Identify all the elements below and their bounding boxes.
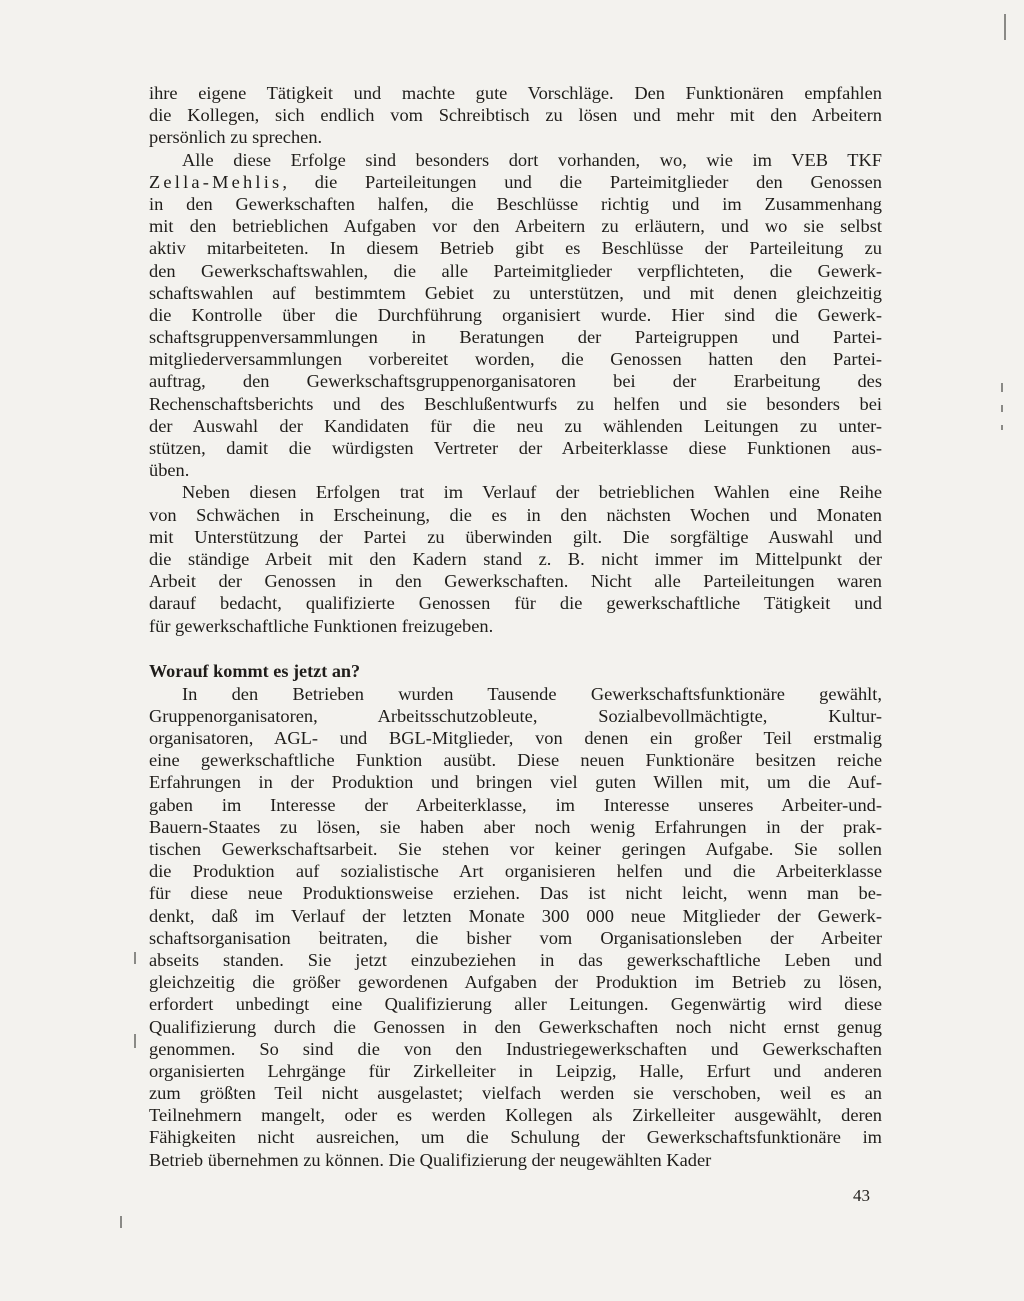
text-line: abseits standen. Sie jetzt einzubeziehen in das gewerkschaftliche Leben und	[149, 949, 882, 970]
section-paragraph	[149, 683, 882, 1171]
text-line: die ständige Arbeit mit den Kadern stand z. B. nicht immer im Mittelpunkt der	[149, 548, 882, 569]
page-body	[149, 82, 882, 1171]
text-line: erfordert unbedingt eine Qualifizierung aller Leitungen. Gegenwärtig wird diese	[149, 994, 882, 1015]
paragraph-3	[149, 481, 882, 636]
text-line: der Auswahl der Kandidaten für die neu zu wählenden Leitungen zu unter-	[149, 415, 882, 436]
text-line: schaftsgruppenversammlungen in Beratungen der Parteigruppen und Partei-	[149, 327, 882, 348]
text-line: Qualifizierung durch die Genossen in den Gewerkschaften noch nicht ernst genug	[149, 1016, 882, 1037]
text-line: üben.	[149, 460, 190, 481]
text-line: stützen, damit die würdigsten Vertreter der Arbeiterklasse diese Funktionen aus-	[149, 438, 882, 458]
text-line: zum größten Teil nicht ausgelastet; vielfach werden sie verschoben, weil es an	[149, 1083, 882, 1104]
scan-speck	[1001, 383, 1003, 392]
text-line: auftrag, den Gewerkschaftsgruppenorganisatoren bei der Erarbeitung des	[149, 371, 882, 392]
text-line: die Produktion auf sozialistische Art organisieren helfen und die Arbeiterklasse	[149, 861, 882, 882]
scan-speck	[134, 1034, 136, 1048]
text-line: gaben im Interesse der Arbeiterklasse, im Interesse unseres Arbeiter-und-	[149, 794, 882, 815]
text-line: Arbeit der Genossen in den Gewerkschaften. Nicht alle Parteileitungen waren	[149, 571, 882, 592]
text-fragment: , die Parteileitungen und die Parteimitglieder den Genossen	[282, 171, 882, 192]
text-line: schaftswahlen auf bestimmtem Gebiet zu unterstützen, und mit denen gleichzeitig	[149, 282, 882, 303]
text-line: schaftsorganisation beitraten, die bisher vom Organisationsleben der Arbeiter	[149, 927, 882, 948]
scan-speck	[1001, 405, 1003, 412]
text-line: Neben diesen Erfolgen trat im Verlauf der betrieblichen Wahlen eine Reihe	[182, 482, 882, 503]
text-line: die Kollegen, sich endlich vom Schreibtisch zu lösen und mehr mit den Arbeitern	[149, 105, 882, 126]
text-line: ihre eigene Tätigkeit und machte gute Vorschläge. Den Funktionären empfahlen	[149, 83, 882, 103]
scan-speck	[120, 1216, 122, 1228]
text-line: Alle diese Erfolge sind besonders dort vorhanden, wo, wie im VEB TKF	[182, 149, 882, 170]
text-line: mitgliederversammlungen vorbereitet worden, die Genossen hatten den Partei-	[149, 349, 882, 370]
text-line: Teilnehmern mangelt, oder es werden Kollegen als Zirkelleiter ausgewählt, deren	[149, 1105, 882, 1126]
text-line: mit Unterstützung der Partei zu überwinden gilt. Die sorgfältige Auswahl und	[149, 526, 882, 547]
text-line: Gruppenorganisatoren, Arbeitsschutzobleute, Sozialbevollmächtigte, Kultur-	[149, 705, 882, 726]
text-line: für gewerkschaftliche Funktionen freizugeben.	[149, 615, 494, 636]
text-line: darauf bedacht, qualifizierte Genossen für die gewerkschaftliche Tätigkeit und	[149, 593, 882, 614]
page-number: 43	[853, 1186, 870, 1205]
paragraph-2-continued	[149, 193, 882, 481]
text-line: Erfahrungen in der Produktion und bringen viel guten Willen mit, um die Auf-	[149, 772, 882, 793]
paragraph-1	[149, 82, 882, 149]
scan-speck	[1004, 14, 1006, 40]
text-line: organisierten Lehrgänge für Zirkelleiter in Leipzig, Halle, Erfurt und anderen	[149, 1060, 882, 1081]
text-line: Betrieb übernehmen zu können. Die Qualifizierung der neugewählten Kader	[149, 1149, 712, 1170]
text-line: für diese neue Produktionsweise erziehen. Das ist nicht leicht, wenn man be-	[149, 883, 882, 904]
text-line: gleichzeitig die größer gewordenen Aufgaben der Produktion im Betrieb zu lösen,	[149, 972, 882, 993]
text-line: denkt, daß im Verlauf der letzten Monate 300 000 neue Mitglieder der Gewerk-	[149, 905, 882, 926]
text-line: In den Betrieben wurden Tausende Gewerkschaftsfunktionäre gewählt,	[182, 683, 882, 704]
text-line: die Kontrolle über die Durchführung organisiert wurde. Hier sind die Gewerk-	[149, 304, 882, 325]
scan-speck	[134, 952, 136, 964]
text-line: eine gewerkschaftliche Funktion ausübt. Diese neuen Funktionäre besitzen reiche	[149, 750, 882, 771]
text-line: aktiv mitarbeiteten. In diesem Betrieb gibt es Beschlüsse der Parteileitung zu	[149, 238, 882, 259]
section-heading: Worauf kommt es jetzt an?	[149, 660, 361, 681]
text-line: Bauern-Staates zu lösen, sie haben aber noch wenig Erfahrungen in der prak-	[149, 816, 882, 837]
scan-speck	[1001, 425, 1003, 430]
place-name: Zella-Mehlis	[149, 171, 283, 192]
text-line: organisatoren, AGL- und BGL-Mitglieder, von denen ein großer Teil erstmalig	[149, 728, 882, 749]
text-line: von Schwächen in Erscheinung, die es in den nächsten Wochen und Monaten	[149, 504, 882, 525]
text-line	[149, 171, 882, 193]
text-line: den Gewerkschaftswahlen, die alle Parteimitglieder verpflichteten, die Gewerk-	[149, 260, 882, 281]
text-line: Fähigkeiten nicht ausreichen, um die Schulung der Gewerkschaftsfunktionäre im	[149, 1127, 882, 1148]
text-line: tischen Gewerkschaftsarbeit. Sie stehen vor keiner geringen Aufgabe. Sie sollen	[149, 839, 882, 859]
text-line: genommen. So sind die von den Industriegewerkschaften und Gewerkschaften	[149, 1038, 882, 1059]
paragraph-2	[149, 149, 882, 482]
spacer	[149, 637, 882, 659]
text-line: mit den betrieblichen Aufgaben vor den Arbeitern zu erläutern, und wo sie selbst	[149, 216, 882, 237]
text-line: Rechenschaftsberichts und des Beschlußentwurfs zu helfen und sie besonders bei	[149, 393, 882, 414]
text-line: persönlich zu sprechen.	[149, 127, 323, 148]
text-line: in den Gewerkschaften halfen, die Beschlüsse richtig und im Zusammenhang	[149, 193, 882, 214]
